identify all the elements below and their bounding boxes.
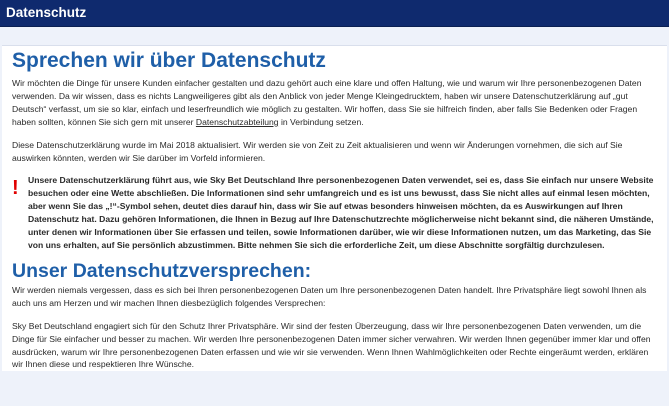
section-heading-privacy-promise: Unser Datenschutzversprechen: xyxy=(12,259,312,282)
intro-text-before-link: Wir möchten die Dinge für unsere Kunden einfacher gestalten und dazu gehört auch eine klare und offen Haltung, wie und warum wir Ihre personenbezogenen Daten verwenden. Da wir wissen, dass es nichts Langweiligeres gibt als den Anblick von jeder Menge Kleingedrucktem, haben wir unsere Datenschutzerklärung auf „gut Deutsch“ verfasst, um sie so klar, einfach und leserfreundlich wie möglich zu gestalten. Wir hoffen, dass Sie sie hilfreich finden, aber falls Sie Bedenken oder Fragen haben sollten, können Sie sich gern mit unserer xyxy=(12,78,642,127)
privacy-department-link[interactable]: Datenschutzabteilung xyxy=(195,116,279,127)
important-notice xyxy=(12,174,657,251)
exclamation-icon: ! xyxy=(12,177,19,200)
page-header xyxy=(0,0,669,27)
update-paragraph: Diese Datenschutzerklärung wurde im Mai 2018 aktualisiert. Wir werden sie von Zeit zu Zeit aktualisieren und wenn wir Änderungen vornehmen, die sich auf Sie auswirken könnten, werden wir Sie darüber im Vorfeld informieren. xyxy=(12,139,623,163)
page-title: Datenschutz xyxy=(6,5,87,20)
section-heading-about-privacy: Sprechen wir über Datenschutz xyxy=(12,49,326,72)
promise-paragraph-2: Sky Bet Deutschland engagiert sich für den Schutz Ihrer Privatsphäre. Wir sind der festen Überzeugung, dass wir Ihre personenbezogenen Daten verwenden, um die Dinge für Sie einfacher und besser zu machen. Wir werden Ihre personenbezogenen Daten immer sicher verwahren. Wir werden Ihnen gegenüber immer klar und offen ausdrücken, warum wir Ihre personenbezogenen Daten erfassen und wie wir sie verwenden. Wenn Ihnen Wahlmöglichkeiten oder Rechte eingeräumt werden, erklären wir Ihnen diese und respektieren Ihre Wünsche. xyxy=(12,320,651,370)
promise-paragraph-1: Wir werden niemals vergessen, dass es sich bei Ihren personenbezogenen Daten um Ihre personenbezogenen Daten handelt. Ihre Privatsphäre liegt sowohl Ihnen als auch uns am Herzen und wir machen Ihnen diesbezüglich folgendes Versprechen: xyxy=(12,284,647,308)
privacy-content xyxy=(2,45,667,371)
header-spacer xyxy=(0,27,669,45)
intro-text-after-link: in Verbindung setzen. xyxy=(278,116,364,127)
notice-text: Unsere Datenschutzerklärung führt aus, wie Sky Bet Deutschland Ihre personenbezogenen Daten verwendet, sei es, dass Sie einfach nur unsere Website besuchen oder eine Wette abschließen. Die Informationen sind sehr umfangreich und es ist uns bewusst, dass Sie nicht alles auf einmal lesen möchten, aber wenn Sie das „!“-Symbol sehen, deutet dies darauf hin, dass wir Sie auf etwas besonders hinweisen möchten, da es Auswirkungen auf Ihren Datenschutz hat. Dazu gehören Informationen, die Ihnen in Bezug auf Ihre Datenschutzrechte möglicherweise nicht bekannt sind, die näheren Umstände, unter denen wir Informationen über Sie erfassen und teilen, sowie Informationen darüber, wie wir diese Informationen nutzen, um das Marketing, das Sie von uns erhalten, auf Sie persönlich abzustimmen. Bitte nehmen Sie sich die erforderliche Zeit, um diese Abschnitte sorgfältig durchzulesen. xyxy=(28,175,654,250)
intro-paragraph xyxy=(12,77,657,129)
